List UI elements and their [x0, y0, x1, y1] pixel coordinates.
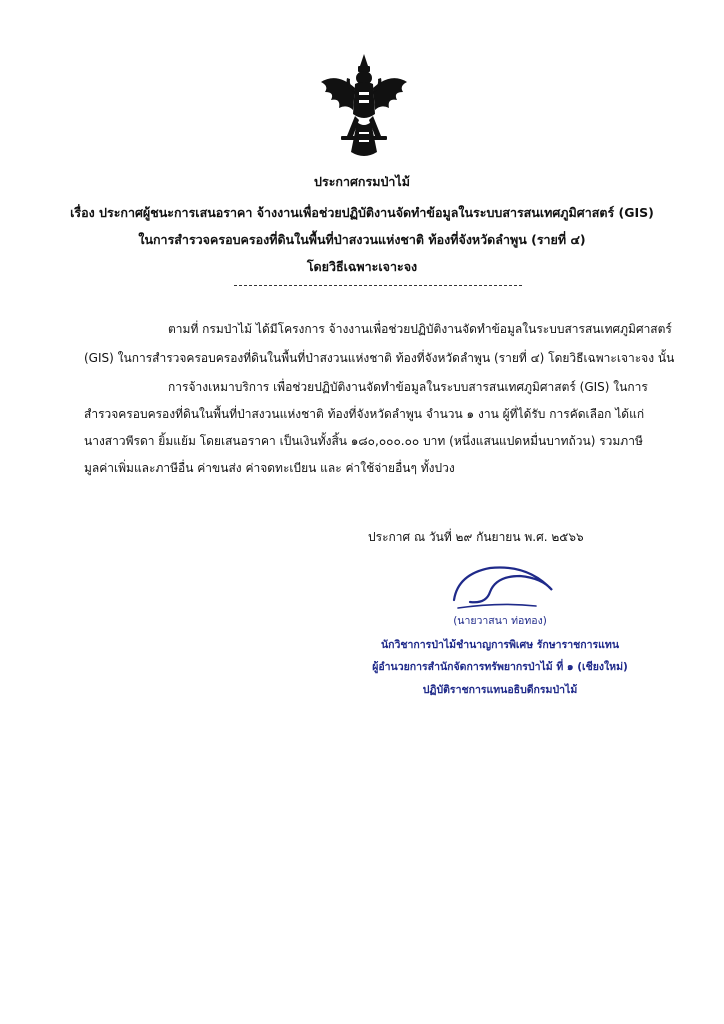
handwritten-signature: [440, 562, 560, 612]
signatory-position-3: ปฏิบัติราชการแทนอธิบดีกรมป่าไม้: [422, 684, 578, 696]
announcement-method: โดยวิธีเฉพาะเจาะจง: [306, 259, 418, 274]
signatory-name: (นายวาสนา ท่อทอง): [453, 615, 547, 627]
announcement-agency: ประกาศกรมป่าไม้: [314, 174, 410, 189]
signatory-position-2: ผู้อำนวยการสำนักจัดการทรัพยากรป่าไม้ ที่ ๑ (เชียงใหม่): [372, 661, 628, 673]
paragraph-2-line-2: สำรวจครอบครองที่ดินในพื้นที่ป่าสงวนแห่งชาติ ท้องที่จังหวัดลำพูน จำนวน ๑ งาน ผู้ที่ได้รับ การคัดเลือก ได้แก่: [84, 407, 645, 421]
announcement-subject: เรื่อง ประกาศผู้ชนะการเสนอราคา จ้างงานเพื่อช่วยปฏิบัติงานจัดทำข้อมูลในระบบสารสนเทศภูมิศาสตร์ (GIS): [70, 205, 654, 220]
paragraph-2-line-3: นางสาวพีรดา ยิ้มแย้ม โดยเสนอราคา เป็นเงินทั้งสิ้น ๑๘๐,๐๐๐.๐๐ บาท (หนึ่งแสนแปดหมื่นบาทถ้วน) รวมภาษี: [84, 434, 643, 448]
announcement-date: ประกาศ ณ วันที่ ๒๙ กันยายน พ.ศ. ๒๕๖๖: [368, 530, 584, 544]
paragraph-1-line-2: (GIS) ในการสำรวจครอบครองที่ดินในพื้นที่ป่าสงวนแห่งชาติ ท้องที่จังหวัดลำพูน (รายที่ ๔) โดยวิธีเฉพาะเจาะจง นั้น: [84, 351, 675, 365]
paragraph-2-line-1: การจ้างเหมาบริการ เพื่อช่วยปฏิบัติงานจัดทำข้อมูลในระบบสารสนเทศภูมิศาสตร์ (GIS) ในการ: [168, 380, 648, 394]
paragraph-2-line-4: มูลค่าเพิ่มและภาษีอื่น ค่าขนส่ง ค่าจดทะเบียน และ ค่าใช้จ่ายอื่นๆ ทั้งปวง: [84, 461, 455, 475]
divider: [234, 285, 522, 286]
garuda-emblem-icon: [317, 52, 411, 162]
paragraph-1-line-1: ตามที่ กรมป่าไม้ ได้มีโครงการ จ้างงานเพื่อช่วยปฏิบัติงานจัดทำข้อมูลในระบบสารสนเทศภูมิศาสตร์: [168, 322, 672, 336]
announcement-subject-line2: ในการสำรวจครอบครองที่ดินในพื้นที่ป่าสงวนแห่งชาติ ท้องที่จังหวัดลำพูน (รายที่ ๔): [138, 232, 586, 247]
signatory-position-1: นักวิชาการป่าไม้ชำนาญการพิเศษ รักษาราชการแทน: [380, 639, 620, 651]
